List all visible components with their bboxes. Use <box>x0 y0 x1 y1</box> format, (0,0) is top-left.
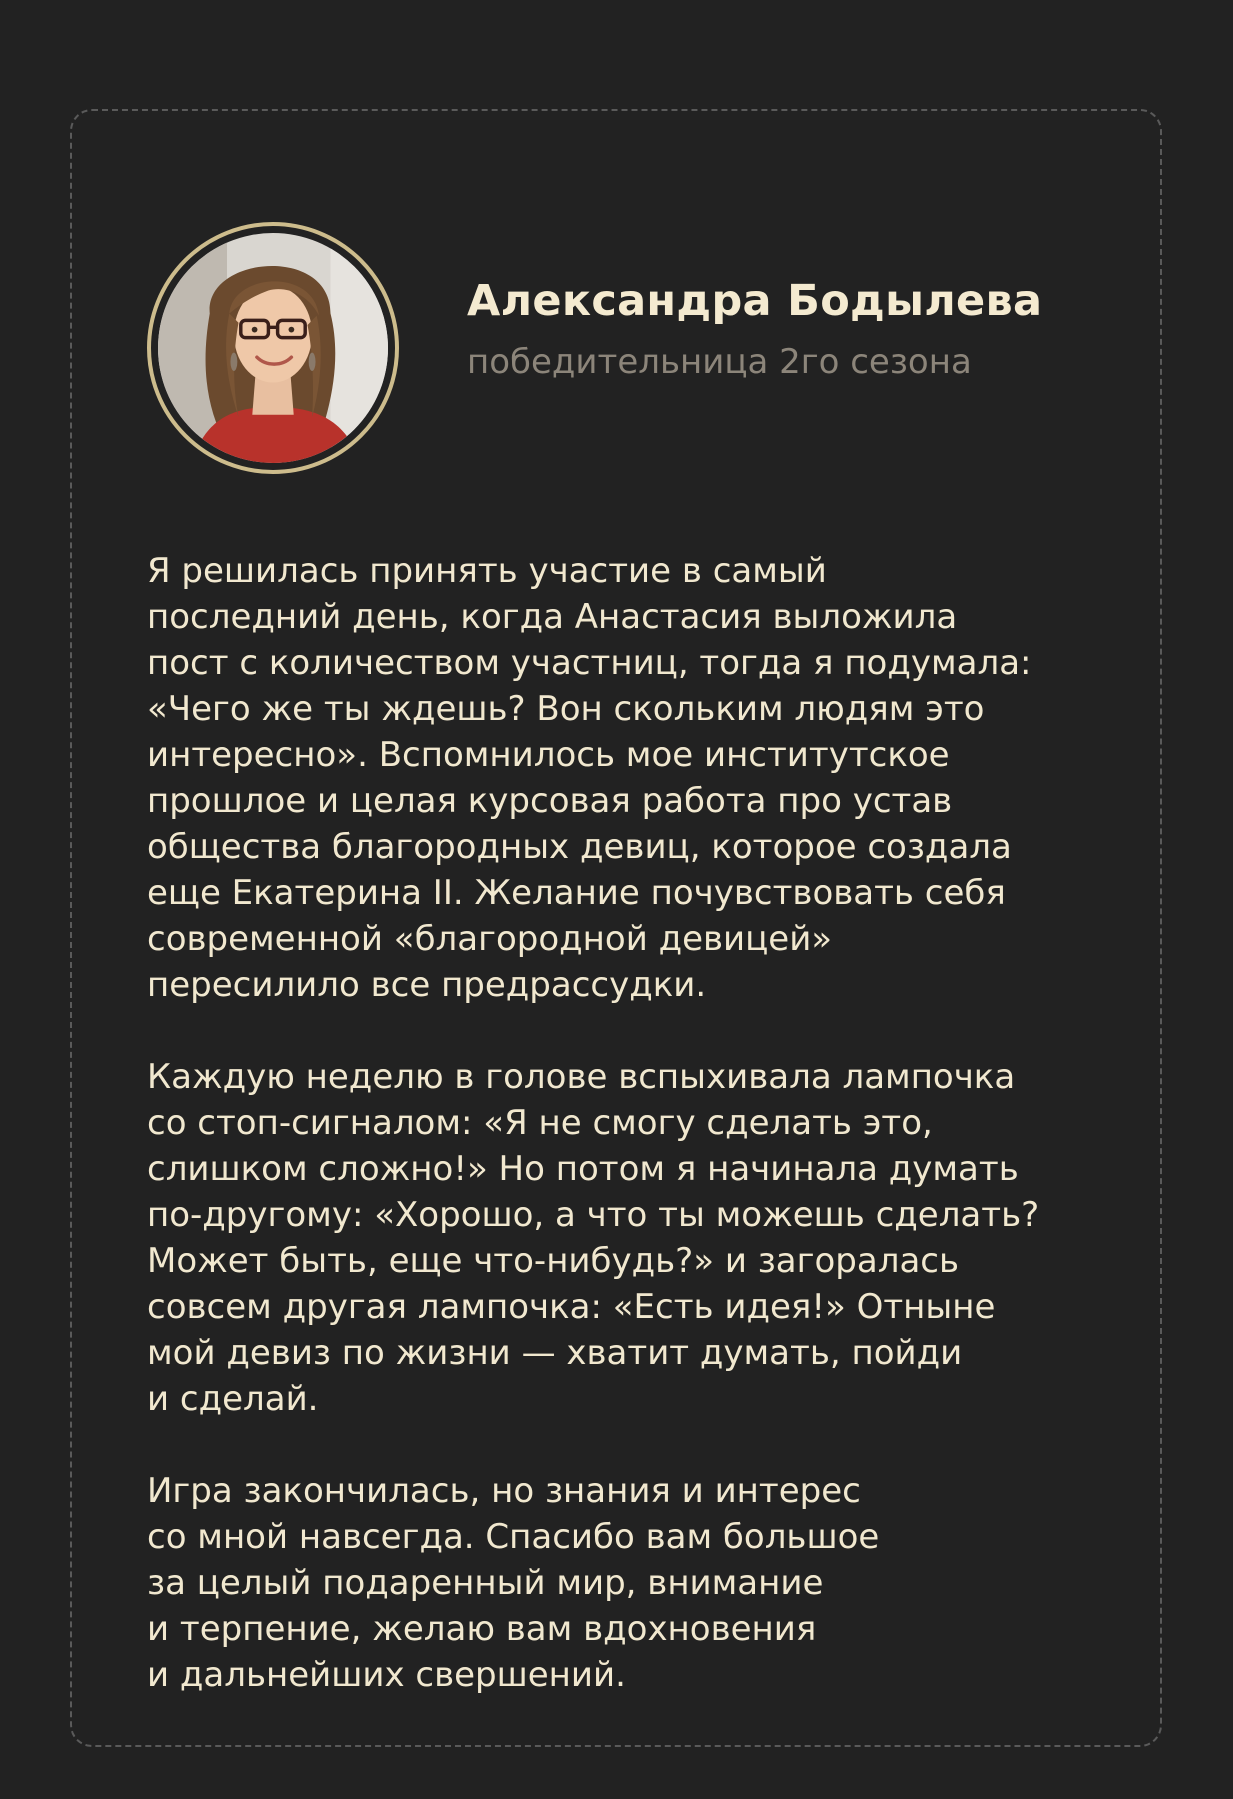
testimonial-text <box>147 548 1147 1744</box>
person-title: победительница 2го сезона <box>467 342 972 382</box>
text-line: по-другому: «Хорошо, а что ты можешь сделать? <box>147 1195 1040 1235</box>
testimonial-paragraph <box>147 1468 1147 1698</box>
text-line: Может быть, еще что-нибудь?» и загоралась <box>147 1241 960 1281</box>
text-line: Игра закончилась, но знания и интерес <box>147 1471 861 1511</box>
text-line: современной «благородной девицей» <box>147 919 833 959</box>
text-line: последний день, когда Анастасия выложила <box>147 597 958 637</box>
avatar <box>147 222 399 474</box>
text-line: общества благородных девиц, которое создала <box>147 827 1012 867</box>
text-line: совсем другая лампочка: «Есть идея!» Отныне <box>147 1287 996 1327</box>
text-line: и дальнейших свершений. <box>147 1655 626 1695</box>
person-photo-icon <box>158 233 388 463</box>
text-line: «Чего же ты ждешь? Вон скольким людям это <box>147 689 985 729</box>
testimonial-paragraph <box>147 548 1147 1008</box>
text-line: и терпение, желаю вам вдохновения <box>147 1609 817 1649</box>
text-line: мой девиз по жизни — хватит думать, пойди <box>147 1333 963 1373</box>
text-line: Каждую неделю в голове вспыхивала лампочка <box>147 1057 1016 1097</box>
text-line: интересно». Вспомнилось мое институтское <box>147 735 950 775</box>
testimonial-paragraph <box>147 1054 1147 1422</box>
text-line: за целый подаренный мир, внимание <box>147 1563 824 1603</box>
text-line: со стоп-сигналом: «Я не смогу сделать это, <box>147 1103 933 1143</box>
text-line: со мной навсегда. Спасибо вам большое <box>147 1517 880 1557</box>
text-line: и сделай. <box>147 1379 319 1419</box>
text-line: пост с количеством участниц, тогда я подумала: <box>147 643 1032 683</box>
text-line: слишком сложно!» Но потом я начинала думать <box>147 1149 1019 1189</box>
text-line: пересилило все предрассудки. <box>147 965 707 1005</box>
person-name: Александра Бодылева <box>467 276 1043 326</box>
text-line: еще Екатерина II. Желание почувствовать себя <box>147 873 1006 913</box>
text-line: Я решилась принять участие в самый <box>147 551 827 591</box>
text-line: прошлое и целая курсовая работа про устав <box>147 781 953 821</box>
